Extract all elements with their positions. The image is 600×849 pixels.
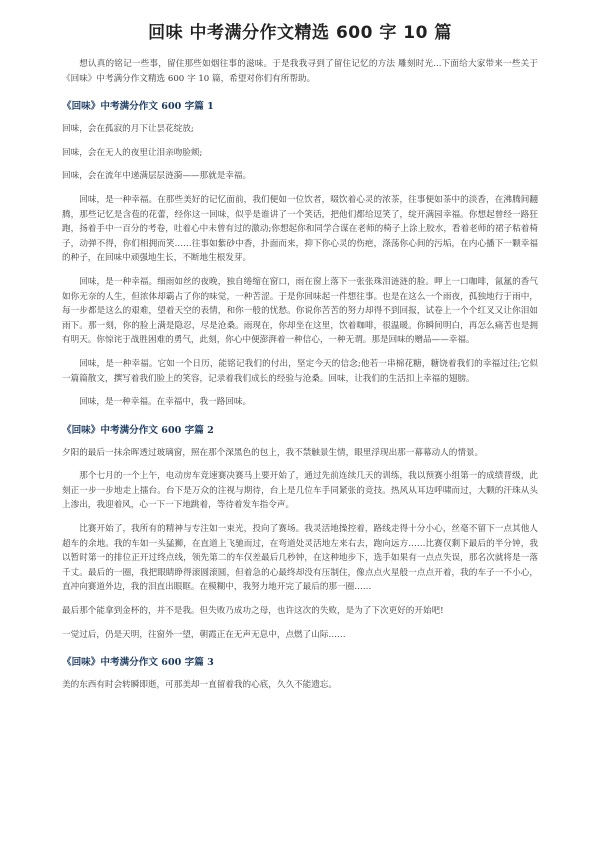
s3-paragraph-1: 美的东西有时会转瞬即逝，可那美却一直留着我的心底，久久不能遗忘。 [62,680,338,691]
s1-paragraph-5: 回味，是一种幸福。细雨如丝的夜晚，独自绻缩在窗口，雨在窗上落下一张张珠泪涟涟的脸。呷上一口咖啡，氤氲的香气如你无奈的人生，但浓体却霸占了你的味觉，一种苦涩。于是你回味起一件想往事。也是在这么一个雨夜，孤独地行于雨中，每一步都是这么的艰难，望着天空的表情，和你一般的忧愁。你说你苦苦的努力却得不到回报，试卷上一个个红叉又让你泪如雨下。那一刻，你的脸上满是隐忍，尽是沧桑。雨现在，你却坐在这里，饮着咖啡，很温暖。你瞬间明白，再怎么痛苦也是拥有明天。你惊诧于战胜困难的勇气，此刻，你心中便澎湃着一种信心，一种无谓。那是回味的赠品——幸福。 [62,276,538,346]
s2-paragraph-3: 比赛开始了，我所有的精神与专注如一束光，投向了赛场。我灵活地操控着，路线走得十分小心，丝毫不留下一点其他人超车的余地。我的车如一头猛狮，在直道上飞驰而过，在弯道处灵活地左来右去，跑向远方……比赛仅剩下最后的半分钟，我以暂时第一的排位正开过终点线，领先第二的车仅差最后几秒钟，在这种地步下，选手如果有一点点失误，那名次就将是一落千丈。最后的一圈，我把眼睛睁得滚圆滚圆，但着急的心最终却没有压制住，像点点火星般一点点开着，我的车子一不小心，直冲向赛道外边，我的泪直出眼眶。在模糊中，我努力地开完了最后的那一圈…… [62,524,538,593]
section-heading-1: 《回味》中考满分作文 600 字篇 1 [62,101,214,113]
s1-paragraph-2: 回味，会在无人的夜里让泪亲吻脸颊; [62,147,203,158]
section-heading-2: 《回味》中考满分作文 600 字篇 2 [62,424,214,436]
s1-paragraph-4: 回味，是一种幸福。在那些美好的记忆面前，我们便如一位饮者，啜饮着心灵的浓茶，往事便如茶中的淡香，在沸腾间翻腾，那些记忆是含苞的花蕾，经你这一回味，似乎是谁讲了一个笑话，把他们都给逗笑了，绽开满园幸福。你想起曾经一路狂跑，扬着手中一百分的考卷，吐着心中未曾有过的激动;你想起你和同学合谋在老师的椅子上涂上胶水，看着老师的裙子粘着椅子，动弹不得，你们相拥而笑……往事如紫砂中香，扑面而来，抑下你心灵的伤疤，涤荡你心间的污垢，在内心播下一颗幸福的种子，在回味中顽强地生长，不断地生根发芽。 [62,194,538,264]
document-title: 回味 中考满分作文精选 600 字 10 篇 [148,23,452,43]
s2-paragraph-2: 那个七月的一个上午，电动房车竞速赛决赛马上要开始了，通过先前连续几天的训练，我以预赛小组第一的成绩晋级，此刻正一步一步地走上擂台。台下是万众的注视与期待，台上是几位车手同紧张的竞技。热风从耳边呼啸而过，大颗的汗珠从头上渗出，我迎着风，心一下一下地跳着，等待着发车指令声。 [62,471,538,511]
s1-paragraph-7: 回味，是一种幸福。在幸福中，我一路回味。 [79,397,252,408]
s2-paragraph-1: 夕阳的最后一抹余晖透过玻璃窗，照在那个深黑色的包上，我不禁触景生情，眼里浮现出那一幕幕动人的情景。 [62,447,484,458]
s1-paragraph-1: 回味，会在孤寂的月下让昙花绽放; [62,124,194,135]
s2-paragraph-4: 最后那个能拿到金杯的，并不是我。但失败乃成功之母，也许这次的失败，是为了下次更好的开始吧! [62,606,444,617]
s1-paragraph-3: 回味，会在流年中递满层层涟漪——那就是幸福。 [62,171,252,182]
s2-paragraph-5: 一觉过后，仍是天明，往窗外一望，朝霞正在无声无息中，点燃了山际…… [62,629,346,640]
s1-paragraph-6: 回味，是一种幸福。它如一个日历，能铭记我们的付出，坚定今天的信念;他若一串棉花糖，糖饶着我们的幸福过往;它似一篇篇散文，撰写着我们脸上的笑容，记录着我们成长的经验与沧桑。回味，让我们的生活扣上幸福的翅膀。 [62,358,538,384]
section-heading-3: 《回味》中考满分作文 600 字篇 3 [62,657,214,669]
intro-paragraph: 想认真的铭记一些事，留住那些如烟往事的滋味。于是我我寻到了留住记忆的方法 雕刻时光...下面给大家带来一些关于《回味》中考满分作文精选 600 字 10 篇，希望对你们有所帮助。 [62,59,538,84]
